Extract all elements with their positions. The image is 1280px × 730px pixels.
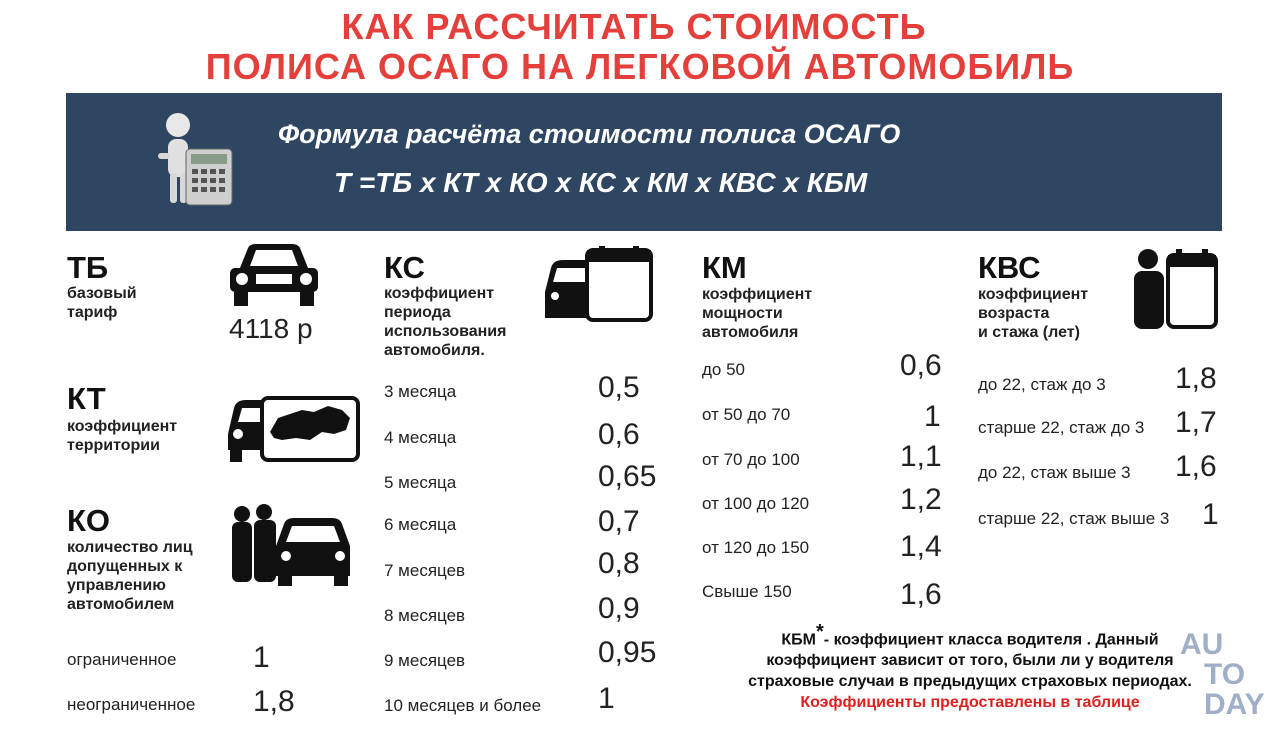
title-line-2: ПОЛИСА ОСАГО НА ЛЕГКОВОЙ АВТОМОБИЛЬ	[205, 46, 1075, 87]
ks-row-label: 3 месяца	[384, 382, 457, 401]
ks-row-label: 9 месяцев	[384, 651, 466, 670]
ks-desc	[384, 284, 506, 360]
kvs-code: КВС	[978, 250, 1041, 285]
ks-desc-line: коэффициент	[384, 285, 495, 302]
ko-row-value: 1,8	[253, 685, 295, 718]
ks-desc-line: использования	[384, 323, 507, 340]
ks-row-value: 0,9	[598, 592, 640, 625]
kt-desc-line: территории	[67, 437, 160, 454]
km-desc-line: автомобиля	[702, 324, 799, 341]
km-row-value: 1,2	[900, 483, 942, 516]
person-calculator-icon	[156, 111, 236, 211]
watermark-logo	[1180, 630, 1265, 720]
km-row-value: 1,1	[900, 440, 942, 473]
km-row-label: от 120 до 150	[702, 538, 810, 557]
kvs-desc-line: и стажа (лет)	[978, 324, 1080, 341]
kvs-desc-line: коэффициент	[978, 286, 1089, 303]
ks-row-value: 0,65	[598, 460, 657, 493]
kvs-row-label: до 22, стаж до 3	[978, 375, 1106, 394]
watermark-line: TO	[1204, 658, 1246, 691]
kvs-desc-line: возраста	[978, 305, 1050, 322]
formula-banner	[66, 93, 1222, 231]
ko-desc-line: автомобилем	[67, 596, 175, 613]
kvs-row-label: старше 22, стаж выше 3	[978, 509, 1170, 528]
kvs-row-value: 1	[1202, 498, 1219, 531]
kvs-row-label: до 22, стаж выше 3	[978, 463, 1131, 482]
km-row-value: 1,4	[900, 530, 942, 563]
kvs-row-label: старше 22, стаж до 3	[978, 418, 1145, 437]
kbm-line-2: коэффициент зависит от того, были ли у водителя	[766, 652, 1174, 670]
formula: Т =ТБ х КТ х КО х КС х КМ х КВС х КБМ	[334, 167, 868, 198]
watermark-line: DAY	[1204, 688, 1265, 721]
kt-desc-line: коэффициент	[67, 418, 178, 435]
km-row-value: 0,6	[900, 349, 942, 382]
kbm-line-3: страховые случаи в предыдущих страховых периодах.	[748, 673, 1192, 691]
ks-row-value: 0,95	[598, 636, 657, 669]
car-map-icon	[224, 384, 362, 464]
km-row-label: Свыше 150	[702, 582, 792, 601]
ko-desc	[67, 538, 193, 614]
ko-row-value: 1	[253, 641, 270, 674]
tb-desc-line: тариф	[67, 304, 118, 321]
kvs-row-value: 1,8	[1175, 362, 1217, 395]
ko-desc-line: допущенных к	[67, 558, 183, 575]
ks-row-value: 0,5	[598, 371, 640, 404]
car-front-icon	[226, 242, 322, 308]
ks-row-value: 0,7	[598, 505, 640, 538]
kt-code: КТ	[67, 381, 106, 416]
ks-row-label: 6 месяца	[384, 515, 457, 534]
ks-row-label: 5 месяца	[384, 473, 457, 492]
ko-row-label: неограниченное	[67, 695, 196, 714]
km-row-label: до 50	[702, 360, 746, 379]
kvs-row-value: 1,6	[1175, 450, 1217, 483]
ko-code: КО	[67, 503, 111, 538]
kbm-line-4: Коэффициенты предоставлены в таблице	[800, 694, 1140, 712]
ks-desc-line: автомобиля.	[384, 342, 485, 359]
tb-desc-line: базовый	[67, 285, 137, 302]
ks-row-value: 0,8	[598, 547, 640, 580]
kvs-desc	[978, 285, 1088, 342]
ko-row-label: ограниченное	[67, 650, 177, 669]
kbm-line-1	[700, 622, 1240, 650]
ks-row-value: 1	[598, 682, 615, 715]
ko-desc-line: управлению	[67, 577, 166, 594]
km-row-label: от 100 до 120	[702, 494, 810, 513]
formula-title: Формула расчёта стоимости полиса ОСАГО	[278, 119, 901, 149]
car-calendar-icon	[543, 246, 655, 324]
km-row-value: 1	[924, 400, 941, 433]
kbm-star: *	[816, 621, 824, 643]
ko-desc-line: количество лиц	[67, 539, 193, 556]
ks-row-label: 4 месяца	[384, 428, 457, 447]
km-code: КМ	[702, 250, 747, 285]
km-row-value: 1,6	[900, 578, 942, 611]
kvs-row-value: 1,7	[1175, 406, 1217, 439]
kbm-code: КБМ	[781, 631, 816, 649]
ks-row-label: 8 месяцев	[384, 606, 466, 625]
ks-row-label: 7 месяцев	[384, 561, 466, 580]
kbm-text-1: - коэффициент класса водителя . Данный	[823, 631, 1159, 649]
ks-row-value: 0,6	[598, 418, 640, 451]
people-car-icon	[228, 502, 352, 586]
title-line-1: КАК РАССЧИТАТЬ СТОИМОСТЬ	[341, 6, 927, 47]
km-desc-line: коэффициент	[702, 286, 813, 303]
ks-code: КС	[384, 250, 425, 285]
kbm-note	[700, 622, 1240, 713]
km-row-label: от 50 до 70	[702, 405, 791, 424]
tb-desc	[67, 284, 137, 322]
tb-value: 4118 р	[229, 313, 313, 344]
km-desc	[702, 285, 812, 342]
ks-desc-line: периода	[384, 304, 451, 321]
person-calendar-icon	[1132, 247, 1220, 333]
watermark-line: AU	[1180, 628, 1224, 661]
tb-code: ТБ	[67, 250, 109, 285]
km-desc-line: мощности	[702, 305, 783, 322]
kt-desc	[67, 417, 177, 455]
ks-row-label: 10 месяцев и более	[384, 696, 542, 715]
km-row-label: от 70 до 100	[702, 450, 800, 469]
